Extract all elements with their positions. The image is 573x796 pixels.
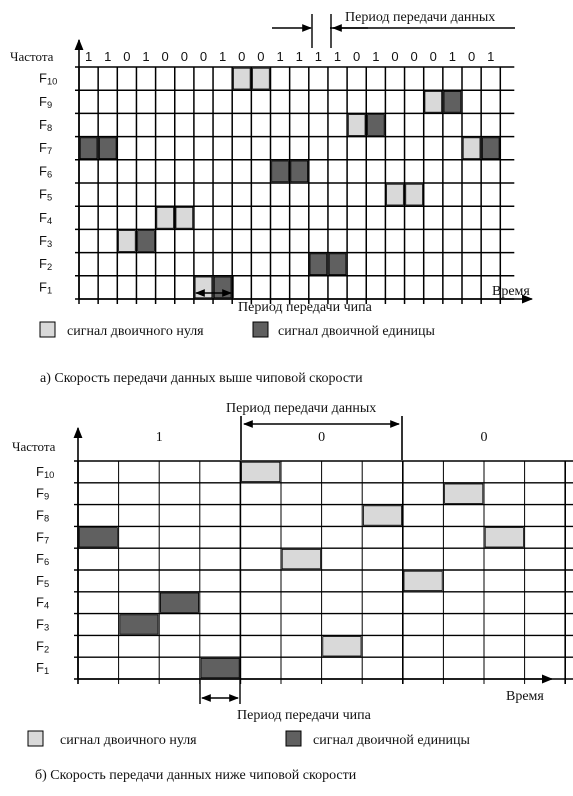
a-frequency-label: F1 xyxy=(39,279,53,296)
diagram-a xyxy=(10,10,532,386)
b-bit-label: 0 xyxy=(318,430,326,445)
a-cell-one-11 xyxy=(291,161,308,182)
diagram-a-time-axis-label: Время xyxy=(492,284,530,299)
diagram-a-legend-one-label: сигнал двоичной единицы xyxy=(278,324,435,339)
diagram-b xyxy=(12,401,573,783)
a-bit-label: 0 xyxy=(180,49,188,64)
b-cell-zero-9 xyxy=(445,484,483,503)
diagram-a-bit-row xyxy=(85,49,494,64)
a-bit-label: 1 xyxy=(142,49,150,64)
a-bit-label: 0 xyxy=(410,49,418,64)
a-bit-label: 0 xyxy=(199,49,208,64)
a-cell-one-0 xyxy=(80,138,97,159)
a-cell-zero-4 xyxy=(157,207,174,228)
a-bit-label: 1 xyxy=(448,49,457,64)
a-bit-label: 1 xyxy=(276,49,284,64)
a-cell-zero-9 xyxy=(253,68,270,89)
a-cell-zero-5 xyxy=(176,207,193,228)
b-frequency-label: F6 xyxy=(36,551,50,568)
b-cell-one-2 xyxy=(160,593,198,612)
b-cell-one-3 xyxy=(201,658,239,677)
b-cell-zero-10 xyxy=(485,528,523,547)
a-cell-one-13 xyxy=(329,254,346,275)
a-frequency-label: F8 xyxy=(39,117,53,133)
a-bit-label: 1 xyxy=(333,49,342,64)
a-bit-label: 1 xyxy=(84,49,93,64)
a-cell-one-15 xyxy=(367,115,384,136)
a-cell-zero-16 xyxy=(387,184,404,205)
a-frequency-label: F10 xyxy=(39,70,58,87)
b-frequency-label: F9 xyxy=(36,485,50,502)
diagram-a-legend-zero-label: сигнал двоичного нуля xyxy=(67,324,204,339)
b-frequency-label: F8 xyxy=(36,507,50,524)
diagram-b-data-period-label: Период передачи данных xyxy=(226,401,377,416)
b-cell-zero-4 xyxy=(242,462,280,481)
diagram-b-chip-period-label: Период передачи чипа xyxy=(237,708,371,723)
a-cell-zero-8 xyxy=(233,68,250,89)
diagram-b-frequency-labels xyxy=(36,464,54,676)
a-frequency-label: F6 xyxy=(39,163,53,180)
b-frequency-label: F7 xyxy=(36,529,50,546)
b-frequency-label: F5 xyxy=(36,572,50,589)
b-cell-zero-7 xyxy=(363,506,401,525)
diagram-b-legend-one-swatch xyxy=(286,731,301,746)
b-bit-label: 1 xyxy=(155,430,163,445)
b-cell-zero-6 xyxy=(323,637,361,656)
a-bit-label: 0 xyxy=(238,49,246,64)
a-bit-label: 1 xyxy=(314,49,322,64)
a-bit-label: 1 xyxy=(104,49,112,64)
a-bit-label: 0 xyxy=(391,49,399,64)
a-cell-one-19 xyxy=(444,91,461,112)
diagram-b-caption: б) Скорость передачи данных ниже чиповой скорости xyxy=(35,768,357,783)
b-cell-zero-5 xyxy=(282,549,320,568)
diagram-b-legend-one-label: сигнал двоичной единицы xyxy=(313,733,470,748)
a-bit-label: 0 xyxy=(123,49,131,64)
diagram-a-frequency-labels xyxy=(39,71,57,296)
a-cell-one-10 xyxy=(272,161,289,182)
b-frequency-label: F4 xyxy=(36,594,50,611)
a-bit-label: 1 xyxy=(487,49,495,64)
b-bit-label: 0 xyxy=(480,430,488,445)
a-cell-one-21 xyxy=(482,138,499,159)
b-cell-zero-8 xyxy=(404,571,442,590)
diagram-b-legend-zero-label: сигнал двоичного нуля xyxy=(60,733,197,748)
a-frequency-label: F4 xyxy=(39,209,53,226)
a-cell-zero-2 xyxy=(119,231,136,252)
a-cell-one-12 xyxy=(310,254,327,275)
a-bit-label: 0 xyxy=(467,49,476,64)
a-cell-zero-18 xyxy=(425,91,442,112)
a-frequency-label: F5 xyxy=(39,186,53,203)
diagram-b-legend-zero-swatch xyxy=(28,731,43,746)
diagram-b-time-axis-label: Время xyxy=(506,689,544,704)
a-bit-label: 0 xyxy=(161,49,169,64)
diagram-a-legend-one-swatch xyxy=(253,322,268,337)
a-bit-label: 1 xyxy=(219,49,227,64)
a-bit-label: 1 xyxy=(372,49,380,64)
a-cell-zero-14 xyxy=(348,115,365,136)
diagram-a-legend-zero-swatch xyxy=(40,322,55,337)
b-frequency-label: F10 xyxy=(36,463,55,480)
a-frequency-label: F9 xyxy=(39,93,53,110)
a-bit-label: 0 xyxy=(429,49,437,64)
b-frequency-label: F2 xyxy=(36,638,50,655)
diagram-a-data-period-label: Период передачи данных xyxy=(345,10,496,25)
a-frequency-label: F2 xyxy=(39,256,53,273)
a-frequency-label: F3 xyxy=(39,233,53,249)
diagram-b-bit-row xyxy=(156,430,488,445)
diagram-a-frequency-axis-label: Частота xyxy=(10,49,54,64)
a-cell-one-7 xyxy=(214,277,231,298)
a-cell-one-1 xyxy=(99,138,116,159)
b-frequency-label: F1 xyxy=(36,660,50,677)
a-cell-one-3 xyxy=(138,231,155,252)
a-bit-label: 0 xyxy=(257,49,265,64)
diagram-a-caption: а) Скорость передачи данных выше чиповой скорости xyxy=(40,371,363,386)
diagram-b-frequency-axis-label: Частота xyxy=(12,439,56,454)
a-bit-label: 0 xyxy=(353,49,361,64)
b-frequency-label: F3 xyxy=(36,616,50,633)
b-cell-one-1 xyxy=(120,615,158,634)
diagram-a-chip-period-label: Период передачи чипа xyxy=(238,300,372,315)
a-cell-zero-6 xyxy=(195,277,212,298)
b-cell-one-0 xyxy=(79,528,117,547)
a-frequency-label: F7 xyxy=(39,140,53,157)
a-cell-zero-20 xyxy=(463,138,480,159)
a-cell-zero-17 xyxy=(406,184,423,205)
a-bit-label: 1 xyxy=(295,49,303,64)
